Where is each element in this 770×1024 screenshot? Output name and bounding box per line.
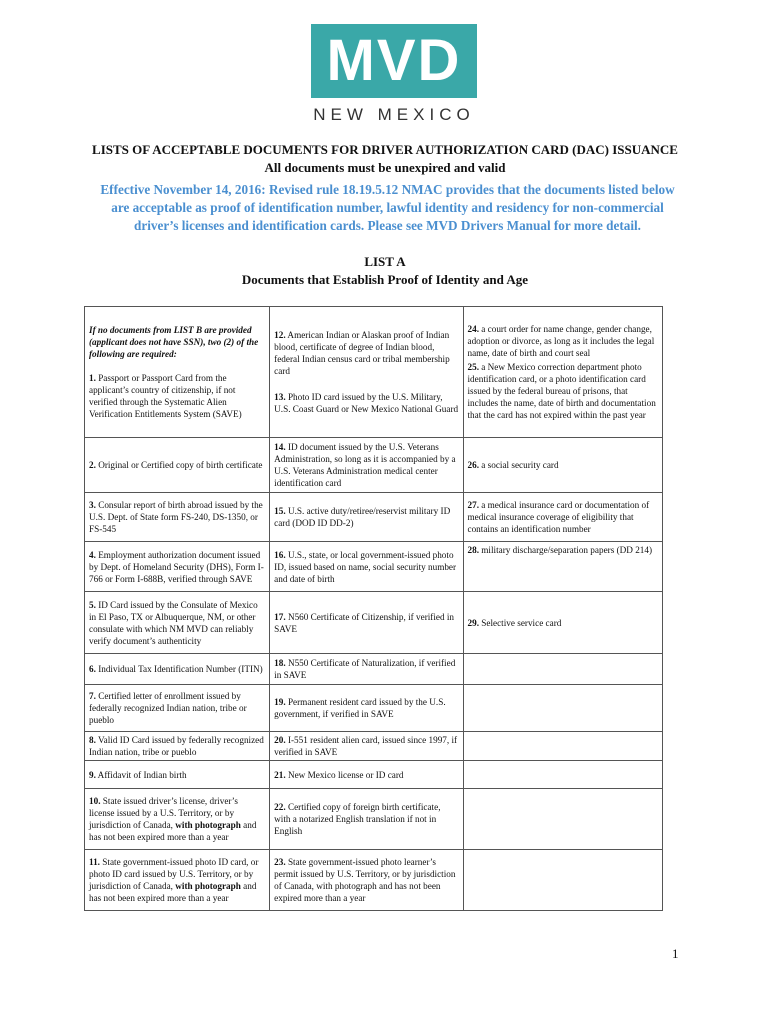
table-cell <box>463 438 663 493</box>
item-emphasis: with photograph <box>175 881 241 891</box>
table-row <box>85 654 663 685</box>
table-cell <box>270 438 463 493</box>
item-text: State issued driver’s license, driver’s license issued by a U.S. Territory, or by jurisdiction of Canada, <box>89 796 238 830</box>
table-cell <box>270 542 463 592</box>
table-cell <box>270 789 463 850</box>
item-text: U.S. active duty/retiree/reservist military ID card (DOD ID DD-2) <box>274 506 451 528</box>
item-text: Certified copy of foreign birth certificate, with a notarized English translation if not in English <box>274 802 441 836</box>
item-number: 23. <box>274 857 286 867</box>
table-cell <box>463 761 663 789</box>
item-text: U.S., state, or local government-issued photo ID, issued based on name, social security number and date of birth <box>274 549 457 584</box>
item-text: and has not been expired more than a year <box>89 881 257 903</box>
item-number: 22. <box>274 802 286 812</box>
item-text: State government-issued photo ID card, or photo ID card issued by U.S. Territory, or by jurisdiction of Canada, <box>89 857 259 891</box>
list-heading: LIST A <box>364 254 406 269</box>
item-text: a New Mexico correction department photo identification card, or a photo identification card issued by the federal bureau of prisons, that includes the name, date of birth and documentation that the card has not expired within the past year <box>467 362 656 420</box>
table-cell <box>463 592 663 654</box>
item-number: 21. <box>274 769 286 780</box>
item-text: and has not been expired more than a year <box>89 820 257 842</box>
item-text: I-551 resident alien card, issued since 1997, if verified in SAVE <box>274 735 458 757</box>
table-row <box>85 789 663 850</box>
effective-notice: Effective November 14, 2016: Revised rule 18.19.5.12 NMAC provides that the documents listed below are acceptable as proof of identification number, lawful identity and residency for non-commercial driver’s licenses and identification cards. Please see MVD Drivers Manual for more detail. <box>100 182 675 233</box>
item-number: 16. <box>274 549 286 560</box>
table-row <box>85 732 663 761</box>
item-number: 20. <box>274 735 286 745</box>
table-row <box>85 542 663 592</box>
item-number: 14. <box>274 442 286 452</box>
item-number: 12. <box>274 330 286 340</box>
page-title: LISTS OF ACCEPTABLE DOCUMENTS FOR DRIVER AUTHORIZATION CARD (DAC) ISSUANCE <box>92 142 678 157</box>
item-text: Original or Certified copy of birth certificate <box>95 460 263 470</box>
item-text: military discharge/separation papers (DD 214) <box>478 545 653 555</box>
item-text: Photo ID card issued by the U.S. Military, U.S. Coast Guard or New Mexico National Guard <box>274 392 459 414</box>
item-text: ID Card issued by the Consulate of Mexico in El Paso, TX or Albuquerque, NM, or other consulate with which NM MVD can reliably verify document’s authenticity <box>89 599 258 646</box>
item-text: American Indian or Alaskan proof of Indian blood, certificate of degree of Indian blood, federal Indian census card or tribal membership card <box>274 330 450 376</box>
item-text: ID document issued by the U.S. Veterans Administration, so long as it is accompanied by a U.S. Veterans Administration medical center identification card <box>274 442 456 488</box>
item-number: 3. <box>89 500 96 510</box>
table-cell <box>463 850 663 911</box>
table-cell <box>463 685 663 732</box>
item-text: Permanent resident card issued by the U.S. government, if verified in SAVE <box>274 697 446 719</box>
table-row <box>85 761 663 789</box>
table-cell <box>270 732 463 761</box>
item-number: 24. <box>467 324 479 334</box>
item-number: 13. <box>274 392 286 402</box>
item-number: 28. <box>467 545 479 555</box>
table-cell <box>85 438 270 493</box>
page-number: 1 <box>672 946 679 961</box>
table-cell <box>463 542 663 592</box>
item-text: a court order for name change, gender change, adoption or divorce, as long as it includes the legal name, date of birth and court seal <box>467 324 655 358</box>
item-number: 4. <box>89 549 96 560</box>
item-emphasis: with photograph <box>175 820 241 830</box>
table-row <box>85 493 663 542</box>
item-text: Consular report of birth abroad issued by the U.S. Dept. of State form FS-240, DS-1350, or FS-545 <box>89 500 263 534</box>
item-text: Employment authorization document issued by Dept. of Homeland Security (DHS), Form I-766 or Form I-688B, verified through SAVE <box>89 549 264 584</box>
item-text: Passport or Passport Card from the applicant’s country of citizenship, if not verified through the Systematic Alien Verification Entitlements System (SAVE) <box>89 373 242 419</box>
list-intro: If no documents from LIST B are provided (applicant does not have SSN), two (2) of the following are required: <box>89 325 259 359</box>
item-number: 5. <box>89 599 96 610</box>
item-number: 10. <box>89 796 101 806</box>
table-cell <box>85 761 270 789</box>
item-number: 1. <box>89 373 96 383</box>
page-subtitle: All documents must be unexpired and valid <box>264 160 506 175</box>
table-cell <box>270 685 463 732</box>
table-row <box>85 438 663 493</box>
table-cell <box>85 732 270 761</box>
item-number: 8. <box>89 735 96 745</box>
table-cell <box>463 789 663 850</box>
item-text: Individual Tax Identification Number (ITIN) <box>95 664 263 674</box>
table-cell <box>270 307 463 438</box>
item-number: 2. <box>89 460 96 470</box>
item-text: N560 Certificate of Citizenship, if verified in SAVE <box>274 611 455 634</box>
item-text: Affidavit of Indian birth <box>95 769 187 780</box>
table-cell <box>463 493 663 542</box>
item-number: 9. <box>89 769 96 780</box>
item-number: 26. <box>467 460 479 470</box>
table-cell <box>85 685 270 732</box>
item-number: 6. <box>89 664 96 674</box>
table-row <box>85 685 663 732</box>
table-row <box>85 307 663 438</box>
item-text: New Mexico license or ID card <box>285 769 404 780</box>
table-cell <box>270 493 463 542</box>
table-cell <box>463 307 663 438</box>
item-number: 25. <box>467 362 479 372</box>
item-number: 29. <box>467 617 479 628</box>
table-cell <box>85 850 270 911</box>
mvd-logo <box>311 24 477 98</box>
item-number: 11. <box>89 857 100 867</box>
table-cell <box>85 493 270 542</box>
item-number: 7. <box>89 691 96 701</box>
logo-mark: MVD <box>326 28 462 93</box>
item-text: State government-issued photo learner’s permit issued by U.S. Territory, or by jurisdiction of Canada, with photograph and has not been expired more than a year <box>274 857 456 903</box>
table-cell <box>270 850 463 911</box>
item-text: Certified letter of enrollment issued by federally recognized Indian nation, tribe or pueblo <box>89 691 247 725</box>
table-cell <box>270 654 463 685</box>
table-row <box>85 850 663 911</box>
table-cell <box>85 542 270 592</box>
item-number: 27. <box>467 500 479 510</box>
table-cell <box>85 789 270 850</box>
logo-subtitle: NEW MEXICO <box>313 105 475 124</box>
table-cell <box>463 654 663 685</box>
item-text: Valid ID Card issued by federally recognized Indian nation, tribe or pueblo <box>89 735 264 757</box>
item-number: 17. <box>274 611 286 622</box>
item-number: 15. <box>274 506 286 516</box>
table-cell <box>270 592 463 654</box>
documents-table <box>84 306 663 911</box>
table-cell <box>85 307 270 438</box>
table-row <box>85 592 663 654</box>
item-text: a social security card <box>478 460 559 470</box>
list-subheading: Documents that Establish Proof of Identity and Age <box>241 272 529 287</box>
item-text: a medical insurance card or documentation of medical insurance coverage of eligibility that contains an identification number <box>467 500 650 534</box>
table-cell <box>270 761 463 789</box>
item-text: Selective service card <box>478 617 562 628</box>
item-text: N550 Certificate of Naturalization, if verified in SAVE <box>274 658 456 680</box>
table-cell <box>85 654 270 685</box>
table-cell <box>85 592 270 654</box>
item-number: 18. <box>274 658 286 668</box>
table-cell <box>463 732 663 761</box>
item-number: 19. <box>274 697 286 707</box>
